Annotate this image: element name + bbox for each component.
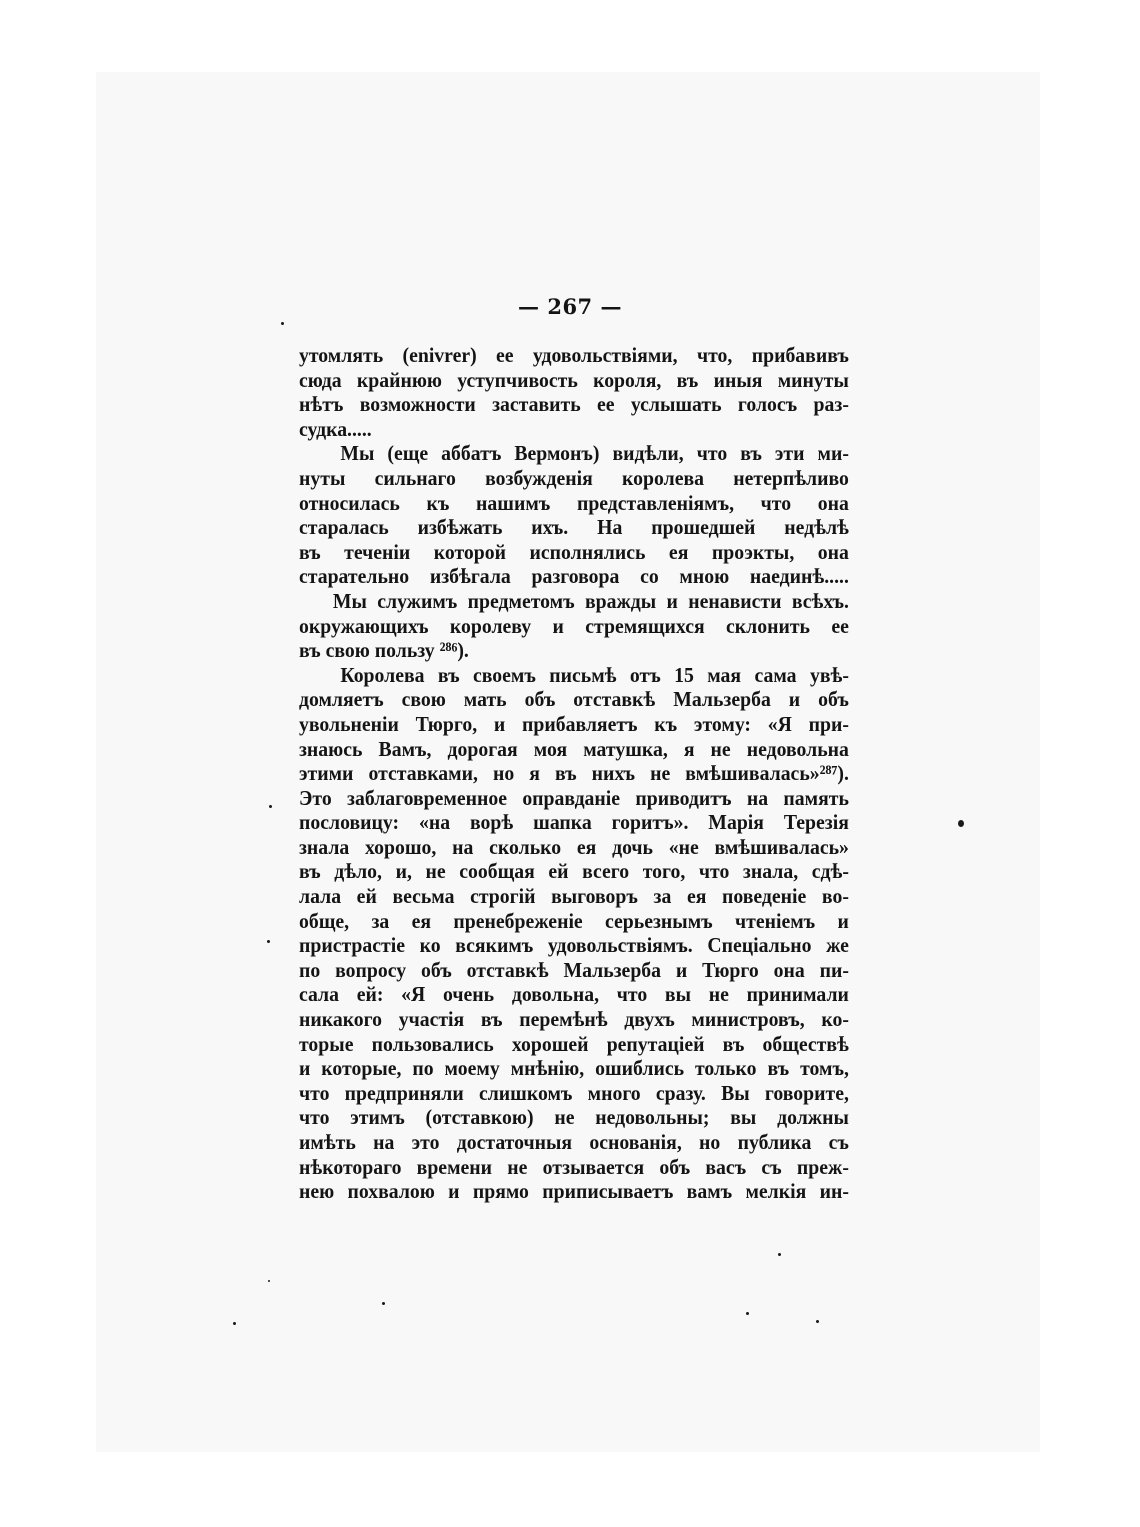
text-line: въ теченіи которой исполнялись ея проэкты, она	[299, 539, 849, 564]
text-line: знаюсь Вамъ, дорогая моя матушка, я не недовольна	[299, 736, 849, 761]
scan-speck	[746, 1312, 749, 1315]
text-line: Это заблаговременное оправданіе приводитъ на память	[299, 785, 849, 810]
text-line: что этимъ (отставкою) не недовольны; вы должны	[299, 1105, 849, 1130]
scan-speck	[233, 1322, 236, 1325]
text-line: пристрастіе ко всякимъ удовольствіямъ. Спеціально же	[299, 933, 849, 958]
text-line: сюда крайнюю уступчивость короля, въ иныя минуты	[299, 367, 849, 392]
scan-speck	[269, 805, 272, 808]
scan-speck	[778, 1253, 781, 1256]
body-text	[299, 343, 849, 1204]
text-line: по вопросу объ отставкѣ Мальзерба и Тюрго она пи-	[299, 957, 849, 982]
text-line: въ дѣло, и, не сообщая ей всего того, что знала, сдѣ-	[299, 859, 849, 884]
text-line: сала ей: «Я очень довольна, что вы не принимали	[299, 982, 849, 1007]
text-line: увольненіи Тюрго, и прибавляетъ къ этому: «Я при-	[299, 711, 849, 736]
text-line: окружающихъ королеву и стремящихся склонить ее	[299, 613, 849, 638]
text-line: торые пользовались хорошей репутаціей въ обществѣ	[299, 1031, 849, 1056]
text-line: этими отставками, но я въ нихъ не вмѣшивалась»²⁸⁷).	[299, 761, 849, 786]
scan-speck	[816, 1320, 819, 1323]
text-line: старательно избѣгала разговора со мною наединѣ.....	[299, 564, 849, 589]
text-line: домляетъ свою мать объ отставкѣ Мальзерба и объ	[299, 687, 849, 712]
text-line: лала ей весьма строгій выговоръ за ея поведеніе во-	[299, 884, 849, 909]
scan-speck	[267, 940, 270, 943]
text-line: никакого участія въ перемѣнѣ двухъ министровъ, ко-	[299, 1007, 849, 1032]
scan-speck	[958, 820, 964, 827]
text-line: старалась избѣжать ихъ. На прошедшей недѣлѣ	[299, 515, 849, 540]
page-number: — 267 —	[518, 294, 622, 319]
scan-speck	[382, 1302, 385, 1305]
text-line: относилась къ нашимъ представленіямъ, что она	[299, 490, 849, 515]
text-line: нею похвалою и прямо приписываетъ вамъ мелкія ин-	[299, 1179, 849, 1204]
text-line: знала хорошо, на сколько ея дочь «не вмѣшивалась»	[299, 834, 849, 859]
text-line: въ свою пользу ²⁸⁶).	[299, 638, 469, 663]
text-line: Мы (еще аббатъ Вермонъ) видѣли, что въ эти ми-	[340, 441, 849, 466]
text-line: обще, за ея пренебреженіе серьезнымъ чтеніемъ и	[299, 908, 849, 933]
scan-speck	[281, 322, 284, 325]
text-line: пословицу: «на ворѣ шапка горитъ». Марія Терезія	[299, 810, 849, 835]
text-line: нѣтъ возможности заставить ее услышать голосъ раз-	[299, 392, 849, 417]
text-line: нѣкотораго времени не отзывается объ васъ съ преж-	[299, 1154, 849, 1179]
text-line: Королева въ своемъ письмѣ отъ 15 мая сама увѣ-	[340, 662, 849, 687]
text-line: и которые, по моему мнѣнію, ошиблись только въ томъ,	[299, 1056, 849, 1081]
text-line: что предприняли слишкомъ много сразу. Вы говорите,	[299, 1080, 849, 1105]
text-line: нуты сильнаго возбужденія королева нетерпѣливо	[299, 465, 849, 490]
text-line: судка.....	[299, 416, 372, 441]
text-line: имѣть на это достаточныя основанія, но публика съ	[299, 1130, 849, 1154]
text-line: утомлять (enivrer) ее удовольствіями, что, прибавивъ	[299, 343, 849, 367]
scan-speck	[268, 1280, 270, 1282]
text-line: Мы служимъ предметомъ вражды и ненависти всѣхъ.	[332, 588, 849, 613]
